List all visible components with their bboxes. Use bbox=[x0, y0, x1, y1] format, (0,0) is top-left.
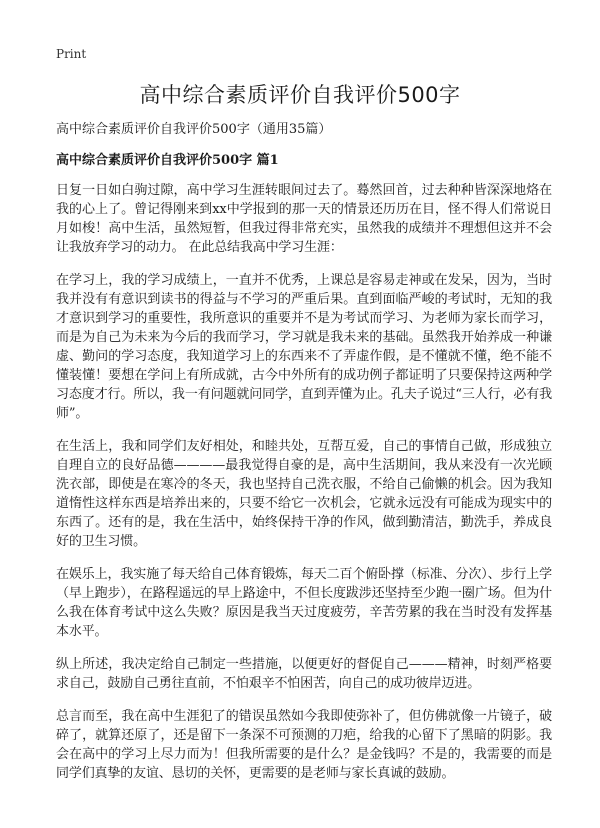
paragraph: 日复一日如白驹过隙，高中学习生涯转眼间过去了。蓦然回首，过去种种皆深深地烙在我的心上了。曾记得刚来到xx中学报到的那一天的情景还历历在目，怪不得人们常说日月如梭！高中生活，虽然短暂，但我过得非常充实，虽然我的成绩并不理想但这并不会让我放弃学习的动力。 在此总结我高中学习生涯： bbox=[56, 183, 552, 255]
paragraph: 总言而至，我在高中生涯犯了的错误虽然如今我即使弥补了，但仿佛就像一片镜子，破碎了，就算还原了，还是留下一条深不可预测的刀疤，给我的心留下了黑暗的阴影。我会在高中的学习上尽力而为！但我所需要的是什么？是金钱吗？不是的，我需要的而是同学们真挚的友谊、恳切的关怀，更需要的是老师与家长真诚的鼓励。 bbox=[56, 709, 552, 781]
document-subtitle: 高中综合素质评价自我评价500字（通用35篇） bbox=[56, 122, 332, 137]
section-heading: 高中综合素质评价自我评价500字 篇1 bbox=[56, 153, 279, 168]
paragraph: 在学习上，我的学习成绩上，一直并不优秀，上课总是容易走神或在发呆，因为，当时我并没有有意识到读书的得益与不学习的严重后果。直到面临严峻的考试时，无知的我才意识到学习的重要性，我所意识的重要并不是为考试而学习、为老师为家长而学习，而是为自己为未来为今后的我而学习，学习就是我未来的基础。虽然我开始养成一种谦虚、勤问的学习态度，我知道学习上的东西来不了弄虚作假，是不懂就不懂，绝不能不懂装懂！要想在学问上有所成就，古今中外所有的成功例子都证明了只要保持这两种学习态度才行。所以，我一有问题就问同学，直到弄懂为止。孔夫子说过“三人行，必有我师”。 bbox=[56, 273, 552, 421]
paragraph: 在娱乐上，我实施了每天给自己体育锻炼，每天二百个俯卧撑（标准、分次）、步行上学（早上跑步），在路程遥远的早上路途中，不但长度跋涉还坚持至少跑一圈广场。但为什么我在体育考试中这么失败？原因是我当天过度疲劳，辛苦劳累的我在当时没有发挥基本水平。 bbox=[56, 567, 552, 639]
paragraph: 在生活上，我和同学们友好相处，和睦共处，互帮互爱，自己的事情自己做，形成独立自理自立的良好品德————最我觉得自豪的是，高中生活期间，我从来没有一次光顾洗衣部，即使是在寒冷的冬天，我也坚持自己洗衣服，不给自己偷懒的机会。因为我知道惰性这样东西是培养出来的，只要不给它一次机会，它就永远没有可能成为现实中的东西了。还有的是，我在生活中，始终保持干净的作风，做到勤清洁，勤洗手，养成良好的卫生习惯。 bbox=[56, 439, 552, 549]
article-body bbox=[56, 181, 552, 797]
print-link[interactable]: Print bbox=[56, 47, 87, 61]
paragraph: 纵上所述，我决定给自己制定一些措施，以便更好的督促自己———精神，时刻严格要求自己，鼓励自己勇往直前，不怕艰辛不怕困苦，向自己的成功彼岸迈进。 bbox=[56, 657, 552, 691]
page-title: 高中综合素质评价自我评价500字 bbox=[139, 83, 461, 107]
